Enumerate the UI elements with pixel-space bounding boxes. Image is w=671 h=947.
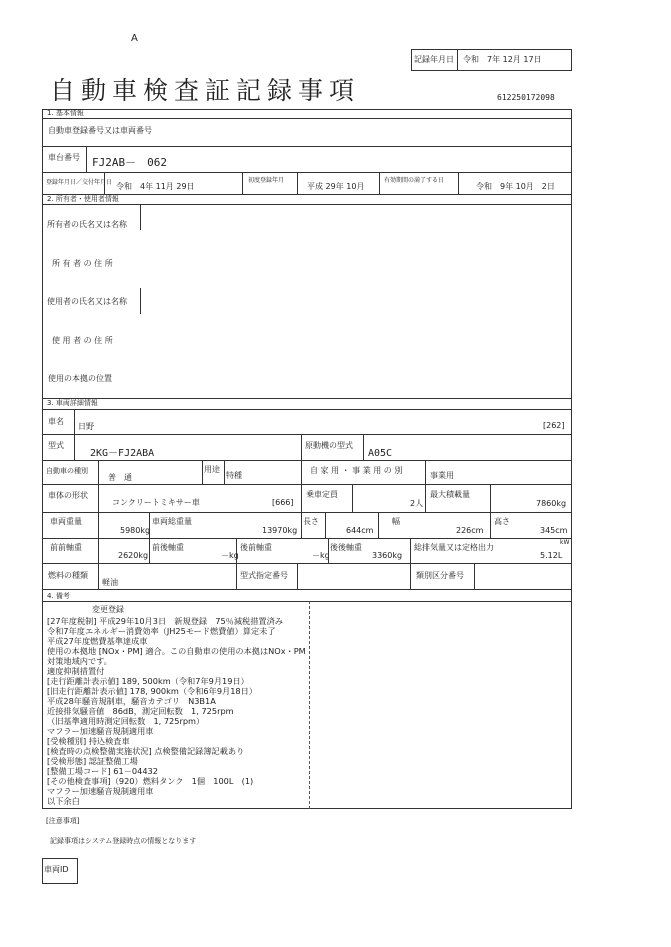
fr-axle-value: －kg — [221, 551, 239, 560]
ff-axle-value: 2620kg — [118, 551, 149, 560]
body-label: 車体の形状 — [48, 491, 88, 500]
displacement-value: 5.12L — [540, 551, 563, 560]
gross-weight-value: 13970kg — [262, 526, 298, 535]
reg-date-value: 令和 4年 11月 29日 — [116, 182, 195, 191]
body-code: [666] — [272, 498, 294, 507]
page-title: 自動車検査証記録事項 — [50, 76, 361, 105]
reg-number-label: 自動車登録番号又は車両番号 — [48, 126, 152, 135]
first-reg-value: 平成 29年 10月 — [307, 182, 365, 191]
rr-axle-value: 3360kg — [372, 551, 403, 560]
expiry-value: 令和 9年 10月 2日 — [476, 182, 555, 191]
engine-value: A05C — [368, 448, 393, 459]
use-value: 特種 — [226, 471, 242, 480]
engine-label: 原動機の型式 — [305, 441, 353, 450]
type-number-label: 型式指定番号 — [240, 571, 288, 580]
kind-value: 普 通 — [108, 473, 132, 482]
weight-label: 車両重量 — [50, 517, 82, 526]
max-load-value: 7860kg — [536, 499, 567, 508]
height-value: 345cm — [540, 526, 568, 535]
displacement-label: 総排気量又は定格出力 — [414, 543, 494, 552]
first-reg-label: 初度登録年月 — [248, 177, 285, 184]
chassis-value: FJ2AB－ 062 — [92, 156, 167, 169]
base-location-label: 使用の本拠の位置 — [48, 374, 112, 383]
width-label: 幅 — [392, 517, 400, 526]
fuel-value: 軽油 — [102, 578, 118, 587]
doc-number: 612250172098 — [497, 93, 555, 102]
private-use-value: 事業用 — [430, 471, 454, 480]
section4-heading: 4. 備考 — [47, 592, 70, 600]
reg-date-label: 登録年月日／交付年月日 — [46, 179, 113, 186]
capacity-value: 2人 — [410, 499, 424, 508]
weight-value: 5980kg — [120, 526, 151, 535]
height-label: 高さ — [494, 517, 510, 526]
rf-axle-label: 後前軸重 — [240, 543, 272, 552]
chassis-label: 車台番号 — [48, 153, 80, 162]
private-use-label: 自 家 用 ・ 事 業 用 の 別 — [310, 466, 403, 475]
section3-heading: 3. 車両詳細情報 — [47, 399, 98, 407]
notes-text: [27年度税制] 平成29年10月3日 新規登録 75％減税措置済み 令和7年度エネルギー消費効率（JH25モード燃費値）算定未了 平成27年度燃費基準達成車 使用の本拠地 [NOx・PM] 適合。この自動車の使用の本拠はNOx・PM対策地域内です。 適度抑制措置付 [走行距離計表示値] 189, 500km（令和7年9月19日） [旧走行距離計表示値] 178, 900km（令和6年9月18日） 平成28年騒音規制車，騒音カテゴリ N3B1A 近接排気騒音値 86dB，測定回転数 1, 725rpm （旧基準適用時測定回転数 1, 725rpm） マフラー加速騒音規制適用車 [受検種別] 持込検査車 [検査時の点検整備実施状況] 点検整備記録簿記載あり [受検形態] 認証整備工場 [整備工場コード] 61－04432 [その他検査事項]（920）燃料タンク 1個 100L (1) マフラー加速騒音規制適用車 以下余白 — [47, 616, 306, 806]
rf-axle-value: －kg — [312, 551, 330, 560]
length-label: 長さ — [303, 517, 319, 526]
class-number-label: 類別区分番号 — [416, 571, 464, 580]
maker-value: 日野 — [78, 422, 94, 431]
notice-text: 記録事項はシステム登録時点の情報となります — [50, 837, 197, 845]
user-address-label: 使 用 者 の 住 所 — [52, 336, 113, 345]
notes-title: 変更登録 — [92, 605, 124, 614]
owner-address-label: 所 有 者 の 住 所 — [52, 259, 113, 268]
record-date-value: 令和 7年 12月 17日 — [463, 55, 542, 64]
displacement-unit: kW — [560, 539, 570, 546]
user-name-label: 使用者の氏名又は名称 — [47, 297, 127, 306]
model-value: 2KG－FJ2ABA — [90, 448, 155, 459]
fuel-label: 燃料の種類 — [48, 571, 88, 580]
header-mark: A — [131, 33, 138, 44]
owner-name-label: 所有者の氏名又は名称 — [47, 220, 127, 229]
length-value: 644cm — [346, 526, 374, 535]
notice-label: [注意事項] — [46, 817, 80, 825]
maker-label: 車名 — [48, 417, 64, 426]
use-label: 用途 — [204, 465, 220, 474]
ff-axle-label: 前前軸重 — [50, 543, 82, 552]
body-value: コンクリートミキサー車 — [112, 498, 200, 507]
section2-heading: 2. 所有者・使用者情報 — [47, 195, 119, 203]
record-date-label: 記録年月日 — [414, 55, 454, 64]
capacity-label: 乗車定員 — [306, 490, 338, 499]
expiry-label: 有効期間の満了する日 — [384, 177, 445, 184]
width-value: 226cm — [456, 526, 484, 535]
maker-code: [262] — [543, 421, 565, 430]
rr-axle-label: 後後軸重 — [330, 543, 362, 552]
kind-label: 自動車の種別 — [46, 467, 88, 475]
max-load-label: 最大積載量 — [430, 490, 470, 499]
vehicle-id-label: 車両ID — [44, 865, 69, 874]
fr-axle-label: 前後軸重 — [152, 543, 184, 552]
gross-weight-label: 車両総重量 — [152, 517, 192, 526]
section1-heading: 1. 基本情報 — [47, 109, 84, 117]
model-label: 型式 — [48, 441, 64, 450]
